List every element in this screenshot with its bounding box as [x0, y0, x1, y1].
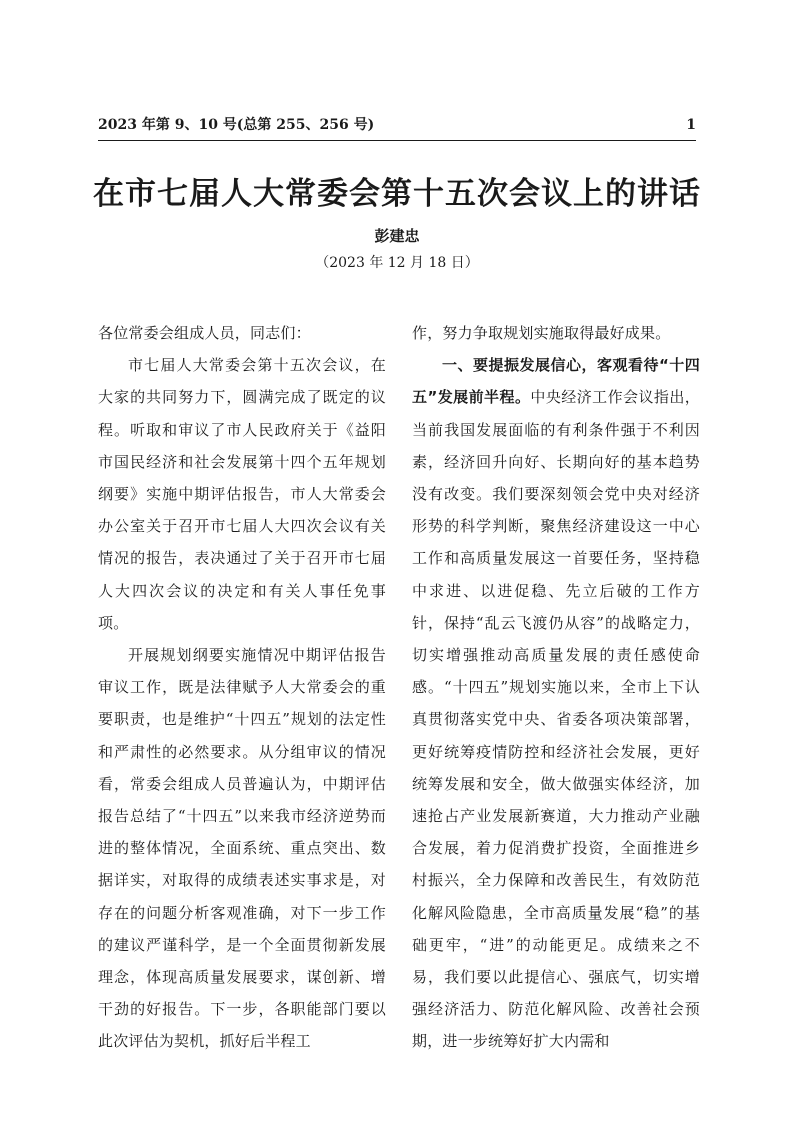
salutation: 各位常委会组成人员，同志们： — [98, 324, 311, 342]
header-rule — [98, 140, 696, 141]
paragraph-3 — [412, 349, 700, 1057]
article-title: 在市七届人大常委会第十五次会议上的讲话 — [93, 176, 701, 212]
paragraph-2: 开展规划纲要实施情况中期评估报告审议工作，既是法律赋予人大常委会的重要职责，也是维护“十四五”规划的法定性和严肃性的必然要求。从分组审议的情况看，常委会组成人员普遍认为，中期评估报告总结了“十四五”以来我市经济逆势而进的整体情况，全面系统、重点突出、数据详实，对取得的成绩表述实事求是，对存在的问题分析客观准确，对下一步工作的建议严谨科学，是一个全面贯彻新发展理念，体现高质量发展要求，谋创新、增干劲的好报告。下一步，各职能部门要以此次评估为契机，抓好后半程工 — [98, 646, 386, 1051]
page-number: 1 — [686, 117, 696, 133]
article-author: 彭建忠 — [374, 227, 420, 245]
left-column — [98, 317, 386, 1058]
issue-label: 2023 年第 9、10 号(总第 255、256 号) — [98, 117, 375, 133]
article-date: （2023 年 12 月 18 日） — [315, 255, 479, 271]
section-heading: 一、要提振发展信心，客观看待“十四五”发展前半程。 — [412, 356, 700, 407]
paragraph-3-body: 中央经济工作会议指出，当前我国发展面临的有利条件强于不利因素，经济回升向好、长期向好的基本趋势没有改变。我们要深刻领会党中央对经济形势的科学判断，聚焦经济建设这一中心工作和高质量发展这一首要任务，坚持稳中求进、以进促稳、先立后破的工作方针，保持“乱云飞渡仍从容”的战略定力，切实增强推动高质量发展的责任感使命感。“十四五”规划实施以来，全市上下认真贯彻落实党中央、省委各项决策部署，更好统筹疫情防控和经济社会发展，更好统筹发展和安全，做大做强实体经济，加速抢占产业发展新赛道，大力推动产业融合发展，着力促消费扩投资，全面推进乡村振兴，全力保障和改善民生，有效防范化解风险隐患，全市高质量发展“稳”的基础更牢，“进”的动能更足。成绩来之不易，我们要以此提信心、强底气，切实增强经济活力、防范化解风险、改善社会预期，进一步统筹好扩大内需和 — [412, 388, 700, 1051]
paragraph-continuation: 作，努力争取规划实施取得最好成果。 — [412, 324, 671, 342]
running-header — [98, 114, 696, 136]
right-column — [412, 317, 700, 1058]
paragraph-1: 市七届人大常委会第十五次会议，在大家的共同努力下，圆满完成了既定的议程。听取和审议了市人民政府关于《益阳市国民经济和社会发展第十四个五年规划纲要》实施中期评估报告，市人大常委会办公室关于召开市七届人大四次会议有关情况的报告，表决通过了关于召开市七届人大四次会议的决定和有关人事任免事项。 — [98, 356, 386, 632]
